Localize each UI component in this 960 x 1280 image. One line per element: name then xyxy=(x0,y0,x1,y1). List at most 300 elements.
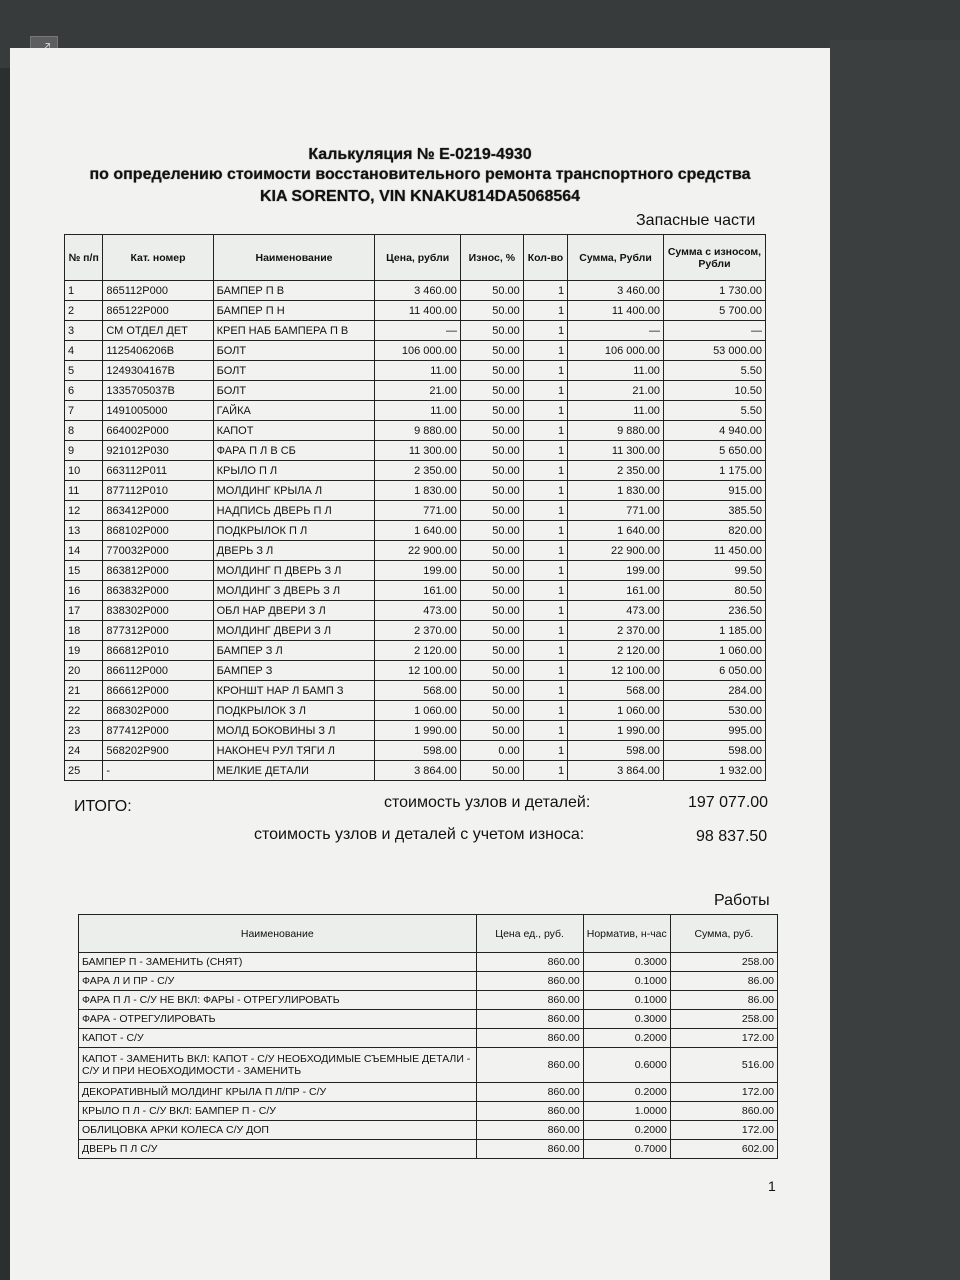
table-cell: 14 xyxy=(65,541,103,561)
table-cell: 161.00 xyxy=(375,581,461,601)
table-row xyxy=(65,741,766,761)
table-cell: 1 xyxy=(523,721,567,741)
table-cell: 50.00 xyxy=(460,621,523,641)
table-cell: 860.00 xyxy=(476,1121,583,1140)
table-cell: 1 640.00 xyxy=(375,521,461,541)
table-row xyxy=(65,321,766,341)
table-cell: 50.00 xyxy=(460,281,523,301)
table-row xyxy=(65,641,766,661)
table-cell: 22 900.00 xyxy=(568,541,664,561)
table-cell: 1 xyxy=(523,541,567,561)
table-cell: 23 xyxy=(65,721,103,741)
page-number: 1 xyxy=(768,1178,776,1194)
table-cell: 863412P000 xyxy=(103,501,213,521)
table-cell: 12 100.00 xyxy=(568,661,664,681)
table-cell: 473.00 xyxy=(375,601,461,621)
table-cell: 877312P000 xyxy=(103,621,213,641)
table-cell: 1 060.00 xyxy=(663,641,765,661)
table-cell: 1 990.00 xyxy=(568,721,664,741)
table-row xyxy=(65,721,766,741)
table-cell: ПОДКРЫЛОК П Л xyxy=(213,521,375,541)
table-cell: ДВЕРЬ З Л xyxy=(213,541,375,561)
table-cell: ФАРА П Л - С/У НЕ ВКЛ: ФАРЫ - ОТРЕГУЛИРОВАТЬ xyxy=(79,991,477,1010)
table-cell: 11.00 xyxy=(568,361,664,381)
table-row xyxy=(79,953,778,972)
table-cell: 11 300.00 xyxy=(375,441,461,461)
vehicle-info: KIA SORENTO, VIN KNAKU814DA5068564 xyxy=(259,188,581,205)
totals-label: ИТОГО: xyxy=(74,798,132,815)
table-cell: 172.00 xyxy=(670,1121,777,1140)
table-cell: 1 xyxy=(523,421,567,441)
table-row xyxy=(65,701,766,721)
table-cell: 915.00 xyxy=(663,481,765,501)
table-cell: 1 xyxy=(523,301,567,321)
table-cell: 3 864.00 xyxy=(375,761,461,781)
table-cell: 284.00 xyxy=(663,681,765,701)
table-cell: КРЫЛО П Л - С/У ВКЛ: БАМПЕР П - С/У xyxy=(79,1102,477,1121)
document-subtitle: по определению стоимости восстановительного ремонта транспортного средства xyxy=(89,166,751,183)
table-cell: 11 400.00 xyxy=(568,301,664,321)
table-cell: 2 350.00 xyxy=(568,461,664,481)
table-cell: 1249304167В xyxy=(103,361,213,381)
table-cell: БАМПЕР З xyxy=(213,661,375,681)
table-row xyxy=(65,281,766,301)
table-cell: БОЛТ xyxy=(213,361,375,381)
table-cell: 1 932.00 xyxy=(663,761,765,781)
table-cell: 5.50 xyxy=(663,361,765,381)
table-cell: 258.00 xyxy=(670,953,777,972)
table-cell: 199.00 xyxy=(375,561,461,581)
table-cell: 664002P000 xyxy=(103,421,213,441)
table-cell: 0.1000 xyxy=(583,972,670,991)
table-cell: 50.00 xyxy=(460,421,523,441)
table-cell: 863812P000 xyxy=(103,561,213,581)
works-table xyxy=(78,914,778,1159)
table-cell: 1 xyxy=(523,481,567,501)
table-cell: 9 880.00 xyxy=(375,421,461,441)
table-cell: 3 460.00 xyxy=(568,281,664,301)
table-row xyxy=(65,761,766,781)
table-cell: 663112P011 xyxy=(103,461,213,481)
table-cell: 11.00 xyxy=(568,401,664,421)
table-cell: 860.00 xyxy=(476,1029,583,1048)
table-cell: 18 xyxy=(65,621,103,641)
table-row xyxy=(79,1029,778,1048)
table-cell: 25 xyxy=(65,761,103,781)
table-cell: 602.00 xyxy=(670,1140,777,1159)
parts-cost-label: стоимость узлов и деталей: xyxy=(384,794,591,811)
col-header: Сумма, руб. xyxy=(670,915,777,953)
table-cell: 0.6000 xyxy=(583,1048,670,1083)
table-cell: 1 730.00 xyxy=(663,281,765,301)
table-cell: 50.00 xyxy=(460,681,523,701)
table-cell: 1 060.00 xyxy=(568,701,664,721)
table-cell: 0.3000 xyxy=(583,1010,670,1029)
table-cell: 258.00 xyxy=(670,1010,777,1029)
col-header: № п/п xyxy=(65,235,103,281)
works-section-title: Работы xyxy=(714,892,770,909)
table-cell: 50.00 xyxy=(460,581,523,601)
table-row xyxy=(65,681,766,701)
table-cell: ФАРА - ОТРЕГУЛИРОВАТЬ xyxy=(79,1010,477,1029)
table-cell: 53 000.00 xyxy=(663,341,765,361)
table-cell: 0.00 xyxy=(460,741,523,761)
table-cell: 771.00 xyxy=(375,501,461,521)
table-cell: 0.2000 xyxy=(583,1121,670,1140)
table-cell: 4 xyxy=(65,341,103,361)
table-row xyxy=(65,301,766,321)
table-cell: 11 300.00 xyxy=(568,441,664,461)
table-cell: 5 xyxy=(65,361,103,381)
table-cell: КРОНШТ НАР Л БАМП З xyxy=(213,681,375,701)
table-row xyxy=(79,1121,778,1140)
table-cell: 8 xyxy=(65,421,103,441)
table-cell: ОБЛИЦОВКА АРКИ КОЛЕСА С/У ДОП xyxy=(79,1121,477,1140)
table-cell: 516.00 xyxy=(670,1048,777,1083)
table-cell: 473.00 xyxy=(568,601,664,621)
table-cell: 866112P000 xyxy=(103,661,213,681)
table-cell: 0.3000 xyxy=(583,953,670,972)
table-cell: 106 000.00 xyxy=(568,341,664,361)
table-cell: 50.00 xyxy=(460,361,523,381)
table-cell: 50.00 xyxy=(460,661,523,681)
parts-cost-wear-label: стоимость узлов и деталей с учетом износа: xyxy=(254,826,585,843)
table-cell: 50.00 xyxy=(460,461,523,481)
table-cell: 172.00 xyxy=(670,1029,777,1048)
table-cell: 17 xyxy=(65,601,103,621)
table-cell: 568202P900 xyxy=(103,741,213,761)
table-cell: 20 xyxy=(65,661,103,681)
document-title: Калькуляция № Е-0219-4930 xyxy=(308,146,532,163)
table-row xyxy=(65,441,766,461)
col-header: Наименование xyxy=(79,915,477,953)
parts-cost-wear-value: 98 837.50 xyxy=(696,828,768,845)
table-cell: 863832P000 xyxy=(103,581,213,601)
table-cell: БАМПЕР П - ЗАМЕНИТЬ (СНЯТ) xyxy=(79,953,477,972)
table-cell: 3 864.00 xyxy=(568,761,664,781)
table-cell: 598.00 xyxy=(663,741,765,761)
table-cell: 50.00 xyxy=(460,441,523,461)
table-cell: 1491005000 xyxy=(103,401,213,421)
table-cell: СМ ОТДЕЛ ДЕТ xyxy=(103,321,213,341)
table-cell: 1 xyxy=(523,521,567,541)
table-cell: 1 xyxy=(523,601,567,621)
table-cell: 1 xyxy=(523,341,567,361)
table-cell: 868102P000 xyxy=(103,521,213,541)
table-cell: 11 450.00 xyxy=(663,541,765,561)
table-cell: 19 xyxy=(65,641,103,661)
table-cell: 1 185.00 xyxy=(663,621,765,641)
table-cell: 5 650.00 xyxy=(663,441,765,461)
table-cell: 50.00 xyxy=(460,521,523,541)
table-cell: 1 xyxy=(523,581,567,601)
table-row xyxy=(65,601,766,621)
table-cell: 50.00 xyxy=(460,481,523,501)
parts-cost-value: 197 077.00 xyxy=(688,794,769,811)
table-row xyxy=(65,381,766,401)
table-row xyxy=(65,401,766,421)
table-cell: 1 xyxy=(523,461,567,481)
table-cell: 50.00 xyxy=(460,561,523,581)
parts-section-title: Запасные части xyxy=(636,212,756,229)
table-cell: 161.00 xyxy=(568,581,664,601)
table-cell: 50.00 xyxy=(460,401,523,421)
table-cell: 236.50 xyxy=(663,601,765,621)
table-cell: КРЫЛО П Л xyxy=(213,461,375,481)
table-cell: — xyxy=(568,321,664,341)
table-cell: 598.00 xyxy=(375,741,461,761)
table-cell: 868302P000 xyxy=(103,701,213,721)
table-cell: 1125406206В xyxy=(103,341,213,361)
table-row xyxy=(65,621,766,641)
table-cell: КАПОТ - С/У xyxy=(79,1029,477,1048)
col-header: Кол-во xyxy=(523,235,567,281)
table-cell: МОЛДИНГ КРЫЛА Л xyxy=(213,481,375,501)
table-row xyxy=(65,481,766,501)
table-cell: БАМПЕР П Н xyxy=(213,301,375,321)
table-cell: 770032P000 xyxy=(103,541,213,561)
table-cell: 820.00 xyxy=(663,521,765,541)
table-cell: 1 xyxy=(523,381,567,401)
table-cell: 50.00 xyxy=(460,341,523,361)
table-cell: 21 xyxy=(65,681,103,701)
col-header: Кат. номер xyxy=(103,235,213,281)
table-cell: 1 xyxy=(523,621,567,641)
table-row xyxy=(65,341,766,361)
table-cell: — xyxy=(663,321,765,341)
table-cell: 385.50 xyxy=(663,501,765,521)
table-cell: БОЛТ xyxy=(213,341,375,361)
table-cell: БАМПЕР П В xyxy=(213,281,375,301)
table-cell: 6 050.00 xyxy=(663,661,765,681)
table-cell: 1 xyxy=(523,661,567,681)
table-cell: 86.00 xyxy=(670,991,777,1010)
table-row xyxy=(79,1083,778,1102)
table-cell: 1 xyxy=(523,561,567,581)
table-cell: 50.00 xyxy=(460,601,523,621)
table-cell: 99.50 xyxy=(663,561,765,581)
col-header: Наименование xyxy=(213,235,375,281)
col-header: Норматив, н-час xyxy=(583,915,670,953)
table-row xyxy=(79,1048,778,1083)
table-cell: 1.0000 xyxy=(583,1102,670,1121)
table-row xyxy=(65,561,766,581)
table-cell: 1 xyxy=(523,281,567,301)
table-cell: 12 xyxy=(65,501,103,521)
table-cell: 1 xyxy=(523,321,567,341)
table-cell: 771.00 xyxy=(568,501,664,521)
table-row xyxy=(79,991,778,1010)
table-cell: 4 940.00 xyxy=(663,421,765,441)
table-cell: 1 xyxy=(523,761,567,781)
table-row xyxy=(65,461,766,481)
table-cell: МОЛД БОКОВИНЫ З Л xyxy=(213,721,375,741)
table-cell: 1 175.00 xyxy=(663,461,765,481)
table-row xyxy=(65,361,766,381)
table-cell: 50.00 xyxy=(460,321,523,341)
table-cell: 1 xyxy=(523,701,567,721)
table-cell: 1 830.00 xyxy=(375,481,461,501)
table-cell: 10 xyxy=(65,461,103,481)
table-cell: КАПОТ xyxy=(213,421,375,441)
table-cell: КРЕП НАБ БАМПЕРА П В xyxy=(213,321,375,341)
table-cell: 24 xyxy=(65,741,103,761)
table-cell: 1 830.00 xyxy=(568,481,664,501)
table-cell: 11.00 xyxy=(375,361,461,381)
screen-background xyxy=(830,40,960,1280)
table-cell: БОЛТ xyxy=(213,381,375,401)
table-cell: 9 xyxy=(65,441,103,461)
table-cell: 1 xyxy=(523,441,567,461)
table-row xyxy=(65,541,766,561)
table-cell: - xyxy=(103,761,213,781)
table-cell: 80.50 xyxy=(663,581,765,601)
table-cell: 12 100.00 xyxy=(375,661,461,681)
table-row xyxy=(79,1102,778,1121)
col-header: Износ, % xyxy=(460,235,523,281)
table-cell: 921012P030 xyxy=(103,441,213,461)
table-cell: 1 xyxy=(523,401,567,421)
table-cell: 860.00 xyxy=(476,991,583,1010)
table-cell: 1 xyxy=(65,281,103,301)
table-cell: 22 xyxy=(65,701,103,721)
table-cell: 1 xyxy=(523,501,567,521)
table-cell: 860.00 xyxy=(670,1102,777,1121)
table-cell: 0.2000 xyxy=(583,1083,670,1102)
table-cell: 995.00 xyxy=(663,721,765,741)
table-cell: 11 400.00 xyxy=(375,301,461,321)
table-cell: 2 120.00 xyxy=(375,641,461,661)
table-cell: 1 xyxy=(523,641,567,661)
table-cell: 2 120.00 xyxy=(568,641,664,661)
table-cell: ФАРА П Л В СБ xyxy=(213,441,375,461)
table-cell: 1 990.00 xyxy=(375,721,461,741)
table-cell: НАДПИСЬ ДВЕРЬ П Л xyxy=(213,501,375,521)
table-cell: ФАРА Л И ПР - С/У xyxy=(79,972,477,991)
table-cell: 50.00 xyxy=(460,501,523,521)
table-row xyxy=(65,501,766,521)
col-header: Цена ед., руб. xyxy=(476,915,583,953)
table-cell: 50.00 xyxy=(460,641,523,661)
table-cell: 1 640.00 xyxy=(568,521,664,541)
table-cell: 3 460.00 xyxy=(375,281,461,301)
table-cell: МОЛДИНГ ДВЕРИ З Л xyxy=(213,621,375,641)
table-cell: 860.00 xyxy=(476,1010,583,1029)
table-cell: 50.00 xyxy=(460,301,523,321)
table-cell: 1 060.00 xyxy=(375,701,461,721)
table-cell: 860.00 xyxy=(476,1083,583,1102)
table-cell: 568.00 xyxy=(568,681,664,701)
table-cell: 530.00 xyxy=(663,701,765,721)
table-cell: 50.00 xyxy=(460,721,523,741)
table-cell: 866812P010 xyxy=(103,641,213,661)
table-cell: 877112P010 xyxy=(103,481,213,501)
table-cell: 3 xyxy=(65,321,103,341)
table-row xyxy=(79,1010,778,1029)
table-cell: МОЛДИНГ З ДВЕРЬ З Л xyxy=(213,581,375,601)
table-cell: 5.50 xyxy=(663,401,765,421)
table-cell: НАКОНЕЧ РУЛ ТЯГИ Л xyxy=(213,741,375,761)
table-cell: 21.00 xyxy=(568,381,664,401)
table-cell: 50.00 xyxy=(460,541,523,561)
col-header: Сумма с износом, Рубли xyxy=(663,235,765,281)
table-cell: 16 xyxy=(65,581,103,601)
table-cell: ДЕКОРАТИВНЫЙ МОЛДИНГ КРЫЛА П Л/ПР - С/У xyxy=(79,1083,477,1102)
table-cell: 86.00 xyxy=(670,972,777,991)
table-cell: 22 900.00 xyxy=(375,541,461,561)
table-cell: 50.00 xyxy=(460,701,523,721)
table-cell: 860.00 xyxy=(476,1102,583,1121)
table-cell: 50.00 xyxy=(460,761,523,781)
table-cell: МЕЛКИЕ ДЕТАЛИ xyxy=(213,761,375,781)
table-cell: 5 700.00 xyxy=(663,301,765,321)
table-cell: 0.2000 xyxy=(583,1029,670,1048)
col-header: Цена, рубли xyxy=(375,235,461,281)
table-cell: 1 xyxy=(523,681,567,701)
table-cell: 866612P000 xyxy=(103,681,213,701)
table-cell: 568.00 xyxy=(375,681,461,701)
table-cell: 21.00 xyxy=(375,381,461,401)
table-cell: 860.00 xyxy=(476,953,583,972)
table-cell: 15 xyxy=(65,561,103,581)
table-cell: 50.00 xyxy=(460,381,523,401)
table-cell: 6 xyxy=(65,381,103,401)
table-cell: 11 xyxy=(65,481,103,501)
table-cell: ОБЛ НАР ДВЕРИ З Л xyxy=(213,601,375,621)
table-cell: ДВЕРЬ П Л С/У xyxy=(79,1140,477,1159)
table-cell: 598.00 xyxy=(568,741,664,761)
table-row xyxy=(65,521,766,541)
table-cell: 877412P000 xyxy=(103,721,213,741)
table-cell: 860.00 xyxy=(476,1140,583,1159)
table-cell: 865112P000 xyxy=(103,281,213,301)
table-cell: ПОДКРЫЛОК З Л xyxy=(213,701,375,721)
table-row xyxy=(65,661,766,681)
table-cell: 865122P000 xyxy=(103,301,213,321)
table-cell: 2 370.00 xyxy=(568,621,664,641)
table-cell: КАПОТ - ЗАМЕНИТЬ ВКЛ: КАПОТ - С/У НЕОБХОДИМЫЕ СЪЕМНЫЕ ДЕТАЛИ - С/У И ПРИ НЕОБХОДИМОСТИ - ЗАМЕНИТЬ xyxy=(79,1048,477,1083)
table-cell: 2 xyxy=(65,301,103,321)
table-cell: 2 370.00 xyxy=(375,621,461,641)
table-cell: 9 880.00 xyxy=(568,421,664,441)
table-cell: ГАЙКА xyxy=(213,401,375,421)
table-cell: 11.00 xyxy=(375,401,461,421)
table-cell: 1 xyxy=(523,361,567,381)
table-row xyxy=(65,581,766,601)
table-cell: 1335705037В xyxy=(103,381,213,401)
table-cell: 2 350.00 xyxy=(375,461,461,481)
table-cell: МОЛДИНГ П ДВЕРЬ З Л xyxy=(213,561,375,581)
table-cell: 10.50 xyxy=(663,381,765,401)
table-cell: — xyxy=(375,321,461,341)
table-row xyxy=(79,972,778,991)
document-page xyxy=(10,48,830,1280)
table-cell: 1 xyxy=(523,741,567,761)
table-cell: 838302P000 xyxy=(103,601,213,621)
table-cell: 0.1000 xyxy=(583,991,670,1010)
table-row xyxy=(65,421,766,441)
table-cell: 13 xyxy=(65,521,103,541)
table-cell: 172.00 xyxy=(670,1083,777,1102)
table-cell: 7 xyxy=(65,401,103,421)
table-cell: БАМПЕР З Л xyxy=(213,641,375,661)
table-cell: 860.00 xyxy=(476,1048,583,1083)
col-header: Сумма, Рубли xyxy=(568,235,664,281)
parts-table xyxy=(64,234,766,781)
table-cell: 860.00 xyxy=(476,972,583,991)
table-row xyxy=(79,1140,778,1159)
table-cell: 199.00 xyxy=(568,561,664,581)
